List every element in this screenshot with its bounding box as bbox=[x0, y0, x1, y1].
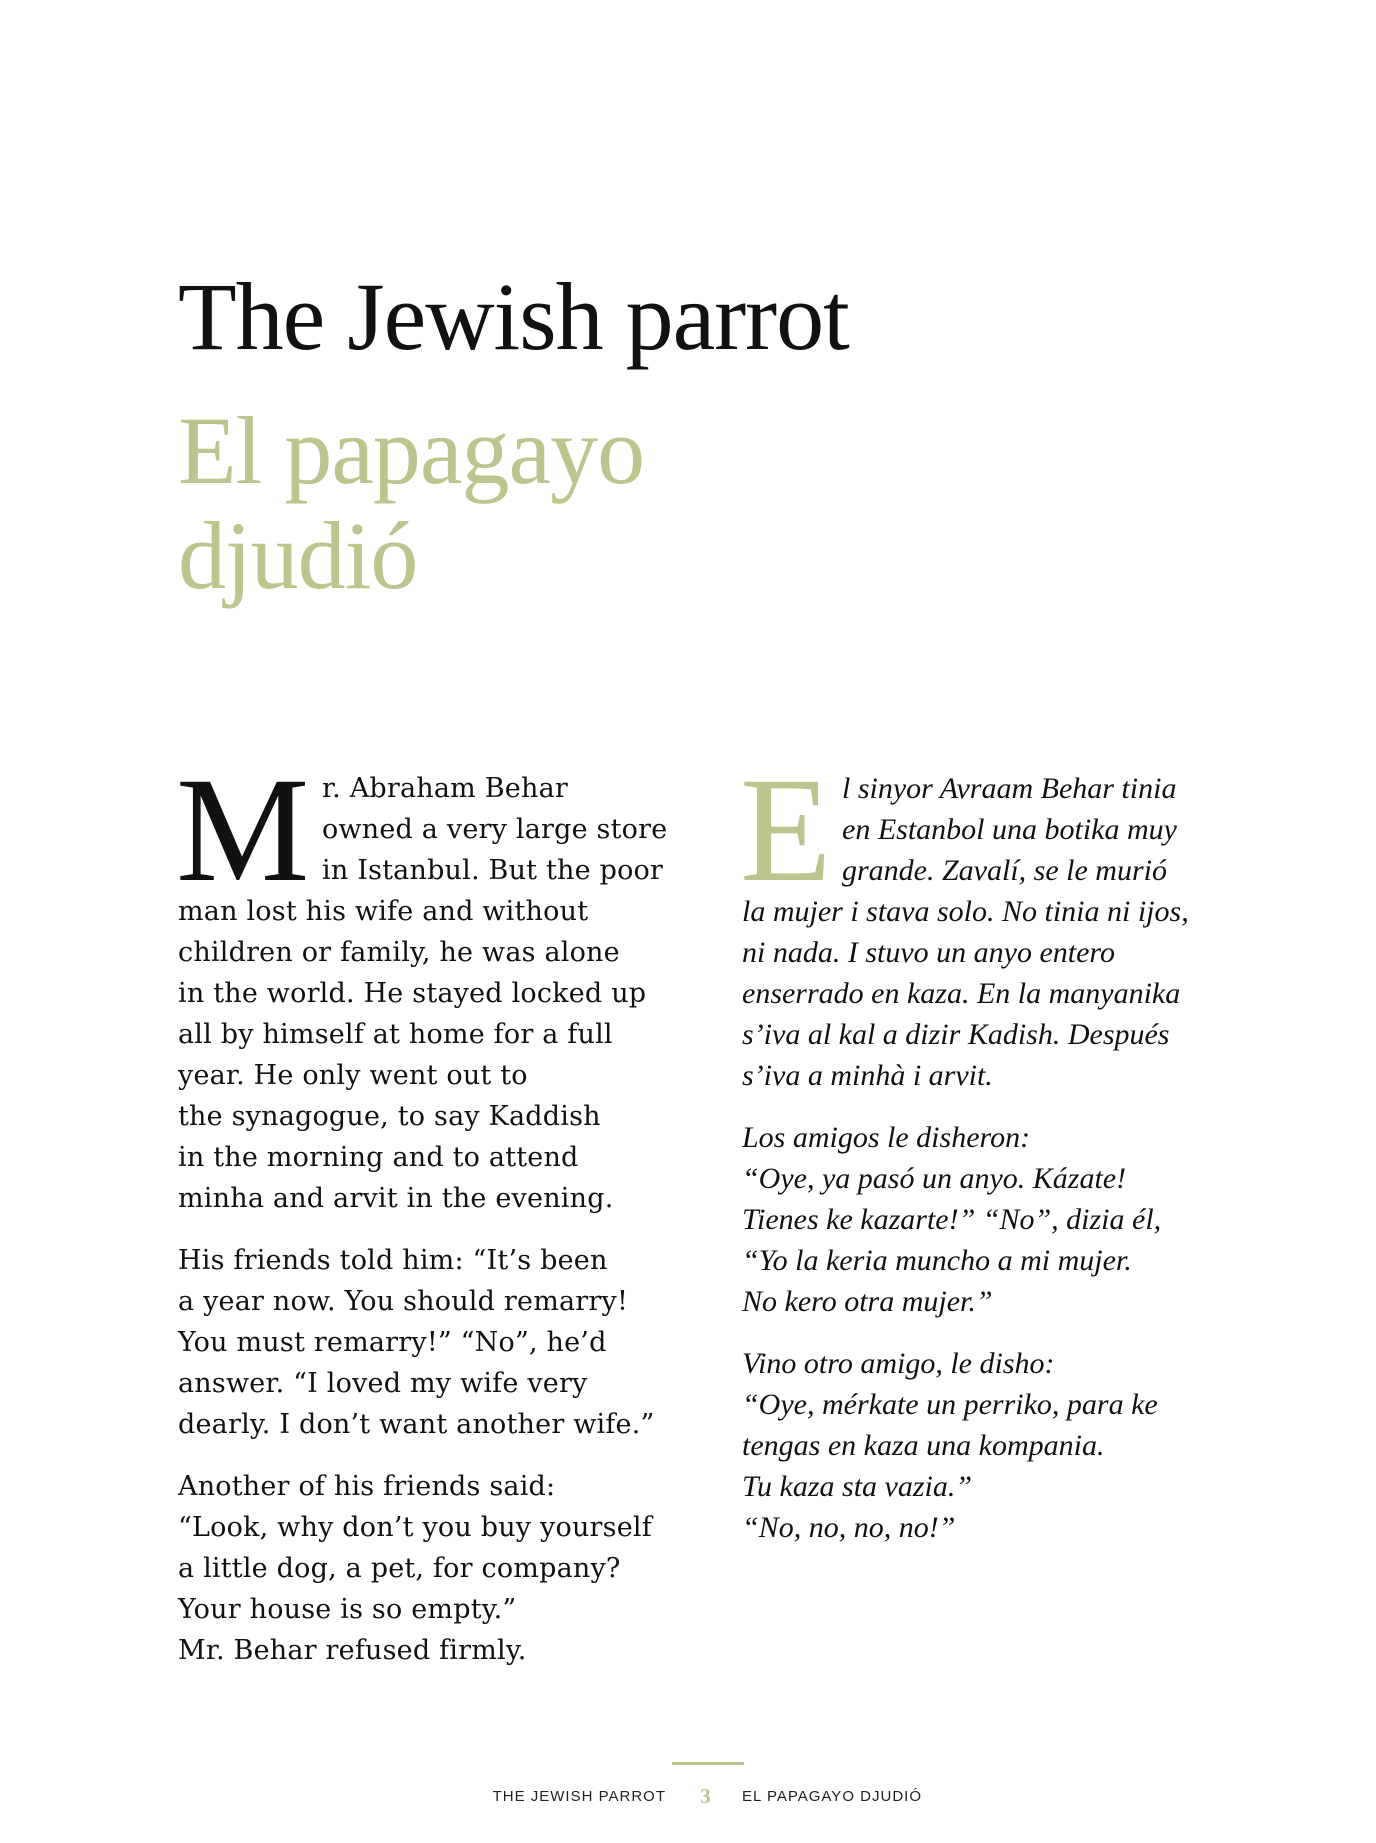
footer-title-ladino: EL PAPAGAYO DJUDIÓ bbox=[742, 1788, 922, 1805]
text-line: Vino otro amigo, le disho: bbox=[742, 1347, 1055, 1380]
text-line: s’iva al kal a dizir Kadish. Después bbox=[742, 1018, 1170, 1051]
text-line: Your house is so empty.” bbox=[178, 1594, 517, 1625]
text-line: You must remarry!” “No”, he’d bbox=[178, 1327, 607, 1358]
text-line: man lost his wife and without bbox=[178, 896, 589, 927]
text-line: ni nada. I stuvo un anyo entero bbox=[742, 936, 1115, 969]
english-column bbox=[176, 747, 698, 1692]
text-line: in Istanbul. But the poor bbox=[322, 855, 664, 886]
text-line: children or family, he was alone bbox=[178, 937, 620, 968]
text-line: “Yo la keria muncho a mi mujer. bbox=[742, 1244, 1132, 1277]
ladino-column bbox=[740, 747, 1262, 1569]
footer-title-english: THE JEWISH PARROT bbox=[492, 1788, 666, 1805]
page-number: 3 bbox=[700, 1784, 712, 1808]
text-line: dearly. I don’t want another wife.” bbox=[178, 1409, 655, 1440]
text-line: Tienes ke kazarte!” “No”, dizia él, bbox=[742, 1203, 1162, 1236]
ladino-paragraph-2 bbox=[742, 1117, 1262, 1322]
text-line: year. He only went out to bbox=[178, 1060, 528, 1091]
page-footer bbox=[0, 1784, 1376, 1814]
text-line: tengas en kaza una kompania. bbox=[742, 1429, 1105, 1462]
text-line: answer. “I loved my wife very bbox=[178, 1368, 588, 1399]
text-line: all by himself at home for a full bbox=[178, 1019, 613, 1050]
text-line: in the morning and to attend bbox=[178, 1142, 579, 1173]
text-line: Mr. Behar refused firmly. bbox=[178, 1635, 527, 1666]
text-line: a little dog, a pet, for company? bbox=[178, 1553, 621, 1584]
ladino-paragraph-1 bbox=[740, 747, 1262, 1096]
text-line: grande. Zavalí, se le murió bbox=[842, 854, 1167, 887]
text-line: the synagogue, to say Kaddish bbox=[178, 1101, 601, 1132]
text-line: “Look, why don’t you buy yourself bbox=[178, 1512, 652, 1543]
text-line: en Estanbol una botika muy bbox=[842, 813, 1177, 846]
title-ladino: El papagayo djudió bbox=[178, 397, 645, 609]
ladino-dropcap: E bbox=[740, 747, 832, 913]
text-line: la mujer i stava solo. No tinia ni ijos, bbox=[742, 895, 1189, 928]
text-line: l sinyor Avraam Behar tinia bbox=[842, 772, 1177, 805]
text-line: enserrado en kaza. En la manyanika bbox=[742, 977, 1181, 1010]
text-line: No kero otra mujer.” bbox=[742, 1285, 993, 1318]
footer-divider bbox=[672, 1762, 744, 1765]
text-line: in the world. He stayed locked up bbox=[178, 978, 647, 1009]
text-line: owned a very large store bbox=[322, 814, 668, 845]
english-paragraph-2 bbox=[178, 1240, 698, 1445]
text-line: Tu kaza sta vazia.” bbox=[742, 1470, 973, 1503]
text-line: s’iva a minhà i arvit. bbox=[742, 1059, 993, 1092]
text-line: “No, no, no, no!” bbox=[742, 1511, 956, 1544]
text-line: “Oye, mérkate un perriko, para ke bbox=[742, 1388, 1158, 1421]
text-line: Los amigos le disheron: bbox=[742, 1121, 1031, 1154]
text-line: Another of his friends said: bbox=[178, 1471, 556, 1502]
english-paragraph-1 bbox=[176, 747, 698, 1219]
text-line: r. Abraham Behar bbox=[322, 773, 568, 804]
title-english: The Jewish parrot bbox=[178, 263, 849, 370]
ladino-paragraph-3 bbox=[742, 1343, 1262, 1548]
text-line: His friends told him: “It’s been bbox=[178, 1245, 608, 1276]
text-line: “Oye, ya pasó un anyo. Kázate! bbox=[742, 1162, 1127, 1195]
english-dropcap: M bbox=[176, 747, 310, 913]
text-line: a year now. You should remarry! bbox=[178, 1286, 629, 1317]
text-line: minha and arvit in the evening. bbox=[178, 1183, 614, 1214]
english-paragraph-3 bbox=[178, 1466, 698, 1671]
